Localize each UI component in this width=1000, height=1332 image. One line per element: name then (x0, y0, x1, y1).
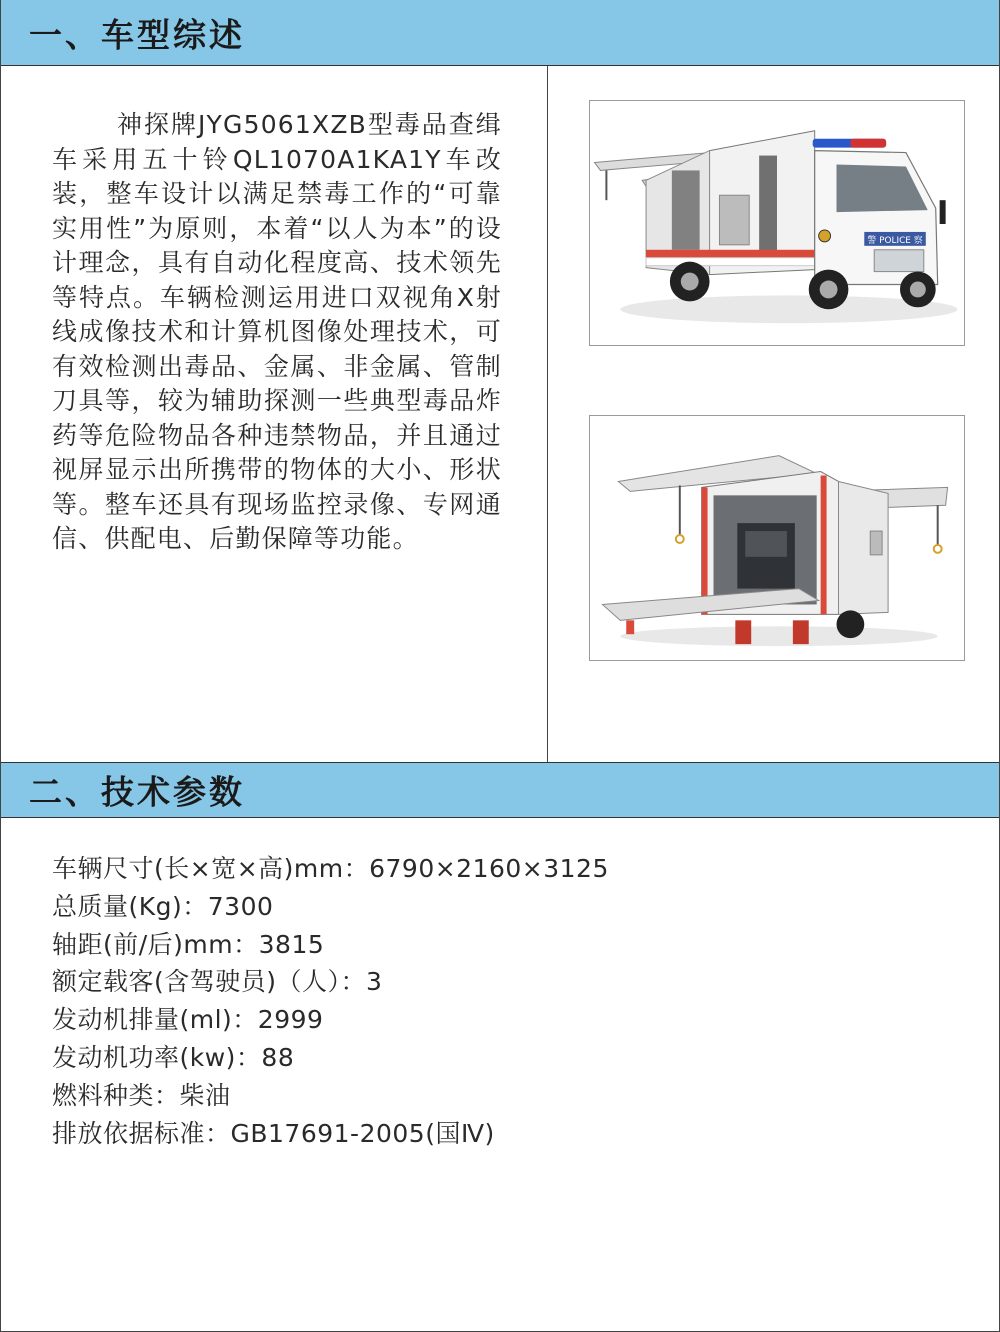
spec-emission: 排放依据标准：GB17691-2005(国Ⅳ) (52, 1118, 495, 1148)
overview-paragraph: 神探牌JYG5061XZB型毒品查缉车采用五十铃QL1070A1KA1Y车改装，整车设计以满足禁毒工作的“可靠实用性”为原则，本着“以人为本”的设计理念，具有自动化程度高、技术领先等特点。车辆检测运用进口双视角X射线成像技术和计算机图像处理技术，可有效检测出毒品、金属、非金属、管制刀具等，较为辅助探测一些典型毒品炸药等危险物品各种违禁物品，并且通过视屏显示出所携带的物体的大小、形状等。整车还具有现场监控录像、专网通信、供配电、后勤保障等功能。 (52, 110, 502, 553)
column-divider (547, 66, 548, 762)
spec-wheelbase: 轴距(前/后)mm：3815 (52, 929, 325, 959)
truck-rear-photo (589, 415, 965, 661)
section-title-overview: 一、车型综述 (29, 15, 245, 54)
section-header-overview (1, 0, 999, 66)
spec-passengers: 额定载客(含驾驶员)（人）：3 (52, 967, 383, 997)
cab-police-label: 警 POLICE 察 (867, 235, 923, 246)
spec-displacement: 发动机排量(ml)：2999 (52, 1005, 324, 1035)
spec-gross-mass: 总质量(Kg)：7300 (52, 891, 274, 921)
truck-front-photo (589, 100, 965, 346)
spec-list (52, 850, 952, 1152)
section-title-specs: 二、技术参数 (29, 772, 245, 812)
spec-dimensions: 车辆尺寸(长×宽×高)mm：6790×2160×3125 (52, 854, 609, 883)
section-header-specs (1, 762, 999, 818)
spec-fuel: 燃料种类：柴油 (52, 1080, 231, 1110)
spec-power: 发动机功率(kw)：88 (52, 1042, 295, 1072)
